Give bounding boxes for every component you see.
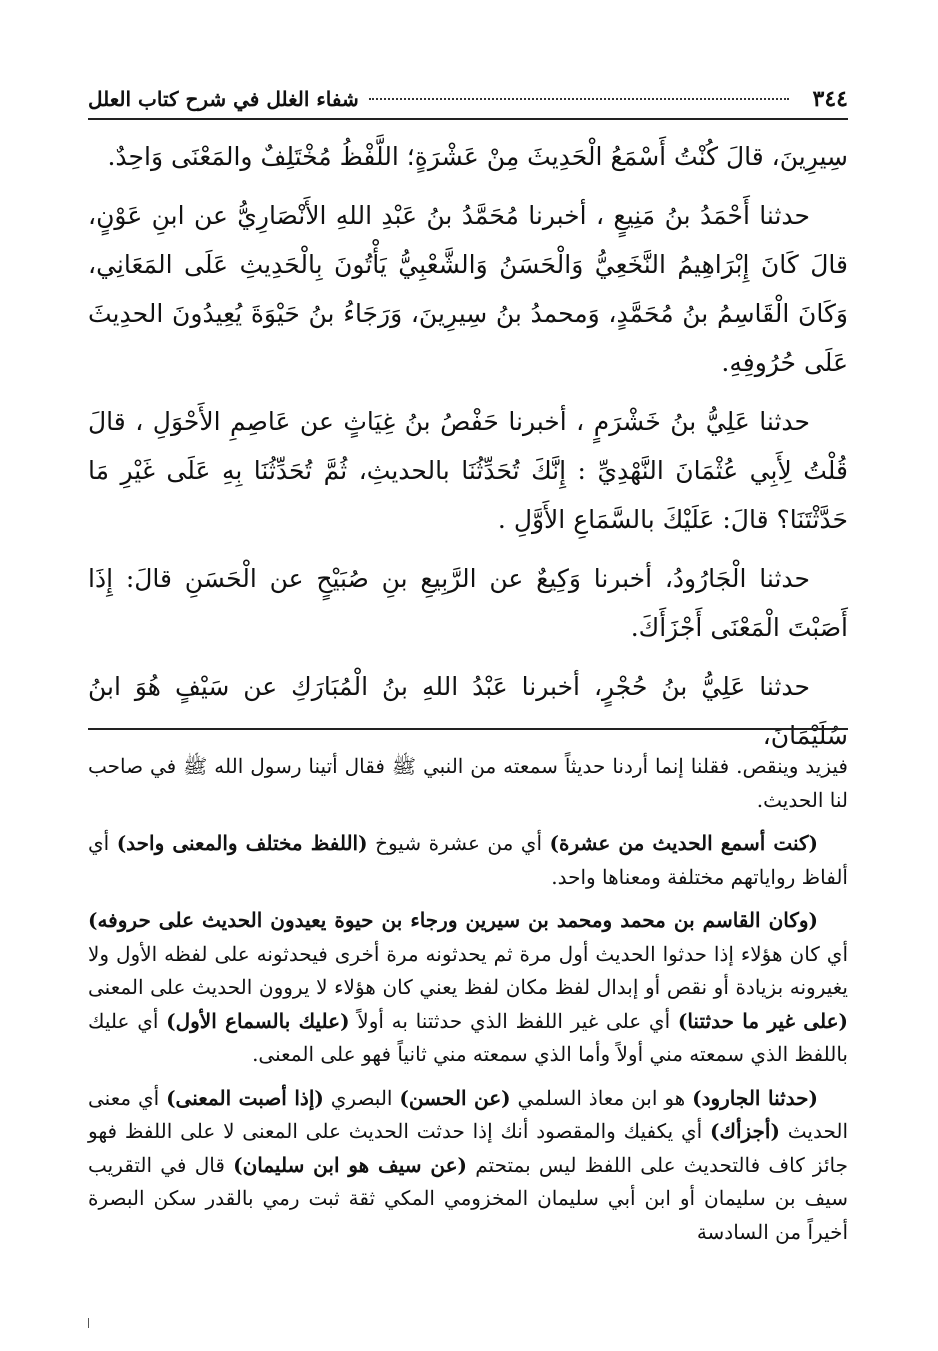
main-paragraph-5: حدثنا عَلِيُّ بنُ حُجْرٍ، أخبرنا عَبْدُ اللهِ بنُ الْمُبَارَكِ عن سَيْفٍ هُوَ ابنُ سُلَيْمَانَ، [88,672,848,750]
quoted-phrase: (أجزأك) [710,1119,780,1143]
quoted-phrase: (عن سيف هو ابن سليمان) [233,1152,467,1177]
main-paragraph-2: حدثنا أَحْمَدُ بنُ مَنِيعٍ ، أخبرنا مُحَمَّدُ بنُ عَبْدِ اللهِ الأَنْصَارِيُّ عن ابنِ عَوْنٍ، قالَ كَانَ إِبْرَاهِيمُ النَّخَعِيُّ وَالْحَسَنُ وَالشَّعْبِيُّ يَأْتُونَ بِالْحَدِيثِ عَلَى المَعَانِي، وَكَانَ الْقَاسِمُ بنُ مُحَمَّدٍ، وَمحمدُ بنُ سِيرِينَ، وَرَجَاءُ بنُ حَيْوَةَ يُعِيدُونَ الحدِيثَ عَلَى حُرُوفِهِ. [88,201,848,377]
commentary-paragraph-4 [88,1082,848,1250]
quoted-phrase: (إذا أصبت المعنى) [166,1085,324,1110]
page-number: ٣٤٤ [812,86,848,112]
quoted-phrase: (على غير ما حدثتنا) [677,1008,848,1033]
commentary-text: قال في التقريب سيف بن سليمان أو ابن أبي سليمان المخزومي المكي ثقة ثبت رمي بالقدر سكن البصرة أخيراً من السادسة [88,1152,848,1244]
page-header [88,84,848,114]
quoted-phrase: (حدثنا الجارود) [692,1085,818,1110]
commentary-text: البصري [323,1085,400,1110]
book-title: شفاء الغلل في شرح كتاب العلل [88,87,359,111]
quoted-phrase: (عليك بالسماع الأول) [166,1008,350,1033]
commentary-paragraph-3 [88,904,848,1072]
commentary-text: أي من عشرة شيوخ [367,831,550,855]
commentary-paragraph-2 [88,827,848,894]
quoted-phrase: (وكان القاسم بن محمد ومحمد بن سيرين ورجاء بن حيوة يعيدون الحديث على حروفه) [88,908,818,932]
main-text [88,132,848,770]
main-paragraph-3: حدثنا عَلِيُّ بنُ خَشْرَمٍ ، أخبرنا حَفْصُ بنُ غِيَاثٍ عن عَاصِمِ الأَحْوَلِ ، قالَ قُلْتُ لِأَبِي عُثْمَانَ النَّهْدِيِّ : إِنَّكَ تُحَدِّثُنَا بالحديثِ، ثُمَّ تُحَدِّثُنَا بِهِ عَلَى غَيْرِ مَا حَدَّثْتَنَا؟ قالَ: عَلَيْكَ بالسَّمَاعِ الأَوَّلِ . [88,407,848,534]
main-paragraph-1: سِيرِينَ، قالَ كُنْتُ أَسْمَعُ الْحَدِيثَ مِنْ عَشْرَةٍ؛ اللَّفْظُ مُخْتَلِفٌ والمَعْنَى وَاحِدٌ. [107,142,848,171]
quoted-phrase: (كنت أسمع الحديث من عشرة) [549,831,819,855]
commentary-text: هو ابن معاذ السلمي [510,1085,693,1110]
page-tick-mark [88,1318,93,1328]
header-rule [88,118,848,120]
commentary-text: أي ألفاظ رواياتهم مختلفة ومعناها واحد. [88,831,848,889]
main-paragraph-4: حدثنا الْجَارُودُ، أخبرنا وَكِيعٌ عن الرَّبِيعِ بنِ صُبَيْحٍ عن الْحَسَنِ قالَ: إِذَا أَصَبْتَ الْمَعْنَى أَجْزَأَكَ. [88,564,848,642]
quoted-phrase: (عن الحسن) [399,1085,511,1110]
commentary-text: أي على غير اللفظ الذي حدثتنا به أولاً [349,1008,678,1033]
commentary-paragraph-1: فيزيد وينقص. فقلنا إنما أردنا حديثاً سمعته من النبي ﷺ فقال أتينا رسول الله ﷺ في صاحب لنا الحديث. [88,754,848,812]
commentary-text: أي كان هؤلاء إذا حدثوا الحديث أول مرة ثم يحدثونه مرة أخرى فيحدثونه على لفظه الأول ولا يغيرونه بزيادة أو نقص أو إبدال لفظ مكان لفظ يعني كان هؤلاء لا يروون الحديث على المعنى [88,941,848,999]
quoted-phrase: (اللفظ مختلف والمعنى واحد) [116,831,368,855]
commentary-text: أي عليك باللفظ الذي سمعته مني أولاً وأما الذي سمعته مني ثانياً فهو على المعنى. [88,1008,848,1066]
commentary-text: أي يكفيك والمقصود أنك إذا حدثت الحديث على المعنى لا على اللفظ فهو جائز كاف فالتحديث على اللفظ ليس بمتحتم [88,1119,848,1177]
commentary [88,750,848,1259]
header-dotted-leader [369,98,789,100]
footnote-separator [88,728,848,730]
commentary-text: أي معنى الحديث [88,1085,848,1143]
